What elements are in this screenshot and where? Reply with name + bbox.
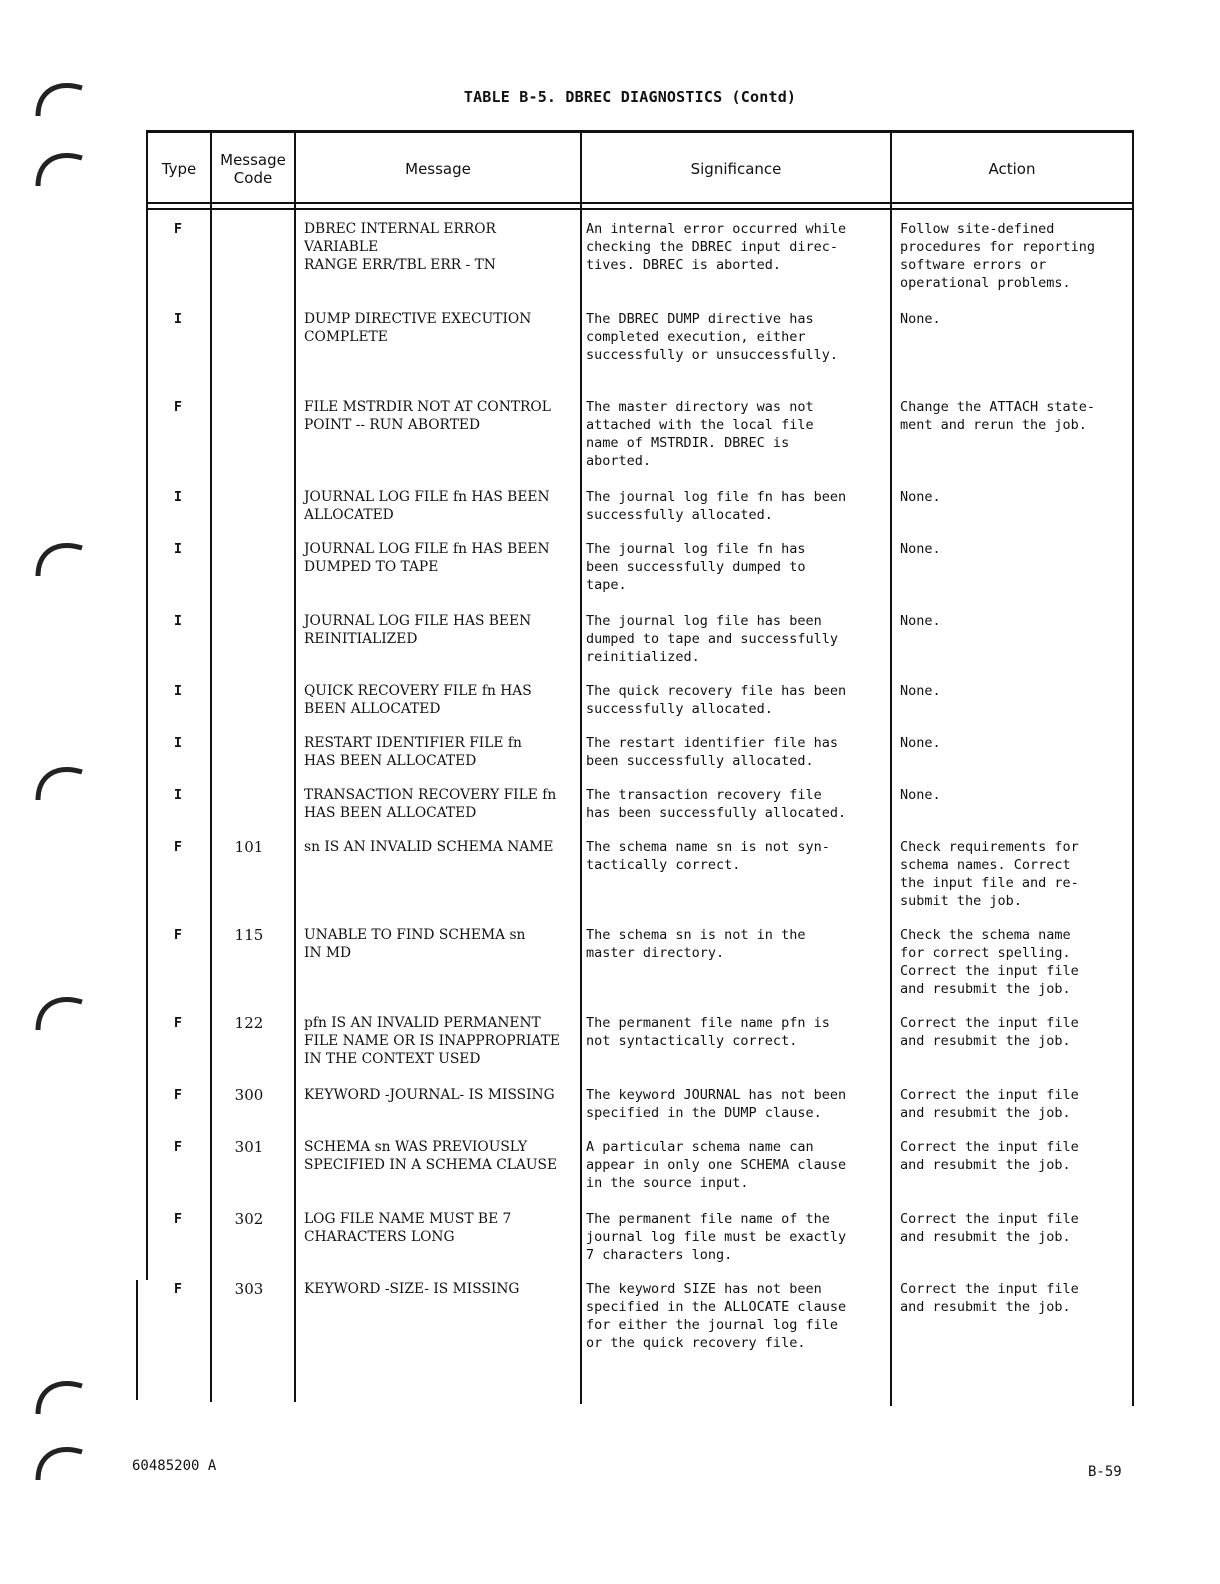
cell-type: I [173,683,183,699]
page-number: B-59 [1088,1464,1122,1480]
cell-message-code: 301 [234,1138,264,1156]
cell-type: F [173,1211,183,1227]
cell-message: KEYWORD -JOURNAL- IS MISSING [304,1087,555,1103]
cell-significance: The journal log file fn has been successfully dumped to tape. [586,541,806,593]
cell-message: JOURNAL LOG FILE fn HAS BEEN ALLOCATED [304,489,550,523]
cell-type: I [173,541,183,557]
cell-type: F [173,927,183,943]
cell-message: KEYWORD -SIZE- IS MISSING [304,1281,520,1297]
binder-hole-icon [34,146,86,190]
cell-significance: The permanent file name of the journal log file must be exactly 7 characters long. [586,1211,847,1263]
cell-action: Correct the input file and resubmit the job. [900,1087,1079,1121]
cell-action: Follow site-defined procedures for reporting software errors or operational problems. [900,221,1096,291]
cell-significance: The quick recovery file has been successfully allocated. [586,683,847,717]
cell-action: Correct the input file and resubmit the job. [900,1281,1079,1315]
cell-message: UNABLE TO FIND SCHEMA sn IN MD [304,927,526,961]
cell-message: DUMP DIRECTIVE EXECUTION COMPLETE [304,311,532,345]
header-action: Action [988,160,1036,178]
cell-type: F [173,1087,183,1103]
cell-type: F [173,1281,183,1297]
cell-significance: The journal log file fn has been successfully allocated. [586,489,847,523]
cell-type: F [173,1139,183,1155]
cell-message: QUICK RECOVERY FILE fn HAS BEEN ALLOCATED [304,683,532,717]
table-right-border [1132,130,1134,1406]
cell-action: None. [900,311,941,327]
cell-type: F [173,399,183,415]
cell-significance: The master directory was not attached with the local file name of MSTRDIR. DBREC is aborted. [586,399,814,469]
table-left-border [136,1280,138,1400]
binder-hole-icon [34,760,86,804]
cell-message: FILE MSTRDIR NOT AT CONTROL POINT -- RUN ABORTED [304,399,551,433]
cell-message-code: 101 [234,838,264,856]
cell-message-code: 115 [234,926,264,944]
cell-significance: The schema name sn is not syn- tactically correct. [586,839,830,873]
header-type: Type [161,160,197,178]
cell-action: Correct the input file and resubmit the job. [900,1015,1079,1049]
column-divider [580,130,582,1404]
column-divider [210,130,212,1402]
cell-message-code: 300 [234,1086,264,1104]
header-message-code: Message Code [220,151,286,187]
cell-action: None. [900,489,941,505]
cell-significance: The permanent file name pfn is not syntactically correct. [586,1015,830,1049]
cell-message: sn IS AN INVALID SCHEMA NAME [304,839,554,855]
header-significance: Significance [690,160,782,178]
binder-hole-icon [34,536,86,580]
cell-message-code: 303 [234,1280,264,1298]
cell-type: I [173,735,183,751]
cell-action: None. [900,735,941,751]
cell-action: None. [900,613,941,629]
cell-type: I [173,613,183,629]
cell-message: JOURNAL LOG FILE HAS BEEN REINITIALIZED [304,613,532,647]
cell-significance: The transaction recovery file has been successfully allocated. [586,787,847,821]
cell-action: Check requirements for schema names. Correct the input file and re- submit the job. [900,839,1079,909]
cell-action: None. [900,787,941,803]
cell-message: TRANSACTION RECOVERY FILE fn HAS BEEN ALLOCATED [304,787,557,821]
cell-significance: The keyword SIZE has not been specified in the ALLOCATE clause for either the journal log file or the quick recovery file. [586,1281,847,1351]
cell-type: F [173,1015,183,1031]
cell-significance: The schema sn is not in the master directory. [586,927,806,961]
cell-message: LOG FILE NAME MUST BE 7 CHARACTERS LONG [304,1211,512,1245]
cell-action: Change the ATTACH state- ment and rerun the job. [900,399,1096,433]
binder-hole-icon [34,1440,86,1484]
table-title: TABLE B-5. DBREC DIAGNOSTICS (Contd) [463,88,797,106]
column-divider [890,130,892,1406]
cell-action: None. [900,683,941,699]
cell-message-code: 302 [234,1210,264,1228]
cell-significance: The restart identifier file has been successfully allocated. [586,735,838,769]
binder-hole-icon [34,1374,86,1418]
cell-action: Correct the input file and resubmit the job. [900,1139,1079,1173]
cell-message-code: 122 [234,1014,264,1032]
cell-message: SCHEMA sn WAS PREVIOUSLY SPECIFIED IN A SCHEMA CLAUSE [304,1139,558,1173]
cell-significance: The keyword JOURNAL has not been specified in the DUMP clause. [586,1087,847,1121]
column-divider [294,130,296,1402]
cell-significance: The journal log file has been dumped to tape and successfully reinitialized. [586,613,838,665]
cell-message: DBREC INTERNAL ERROR VARIABLE RANGE ERR/TBL ERR - TN [304,221,496,273]
diagnostics-table [138,130,1134,1406]
cell-message: JOURNAL LOG FILE fn HAS BEEN DUMPED TO TAPE [304,541,550,575]
cell-type: F [173,221,183,237]
cell-action: Check the schema name for correct spelling. Correct the input file and resubmit the job. [900,927,1079,997]
cell-significance: The DBREC DUMP directive has completed execution, either successfully or unsuccessfully. [586,311,838,363]
cell-significance: A particular schema name can appear in only one SCHEMA clause in the source input. [586,1139,847,1191]
cell-type: F [173,839,183,855]
cell-action: None. [900,541,941,557]
cell-significance: An internal error occurred while checking the DBREC input direc- tives. DBREC is aborted. [586,221,847,273]
cell-action: Correct the input file and resubmit the job. [900,1211,1079,1245]
document-number: 60485200 A [132,1458,217,1474]
cell-message: RESTART IDENTIFIER FILE fn HAS BEEN ALLOCATED [304,735,522,769]
cell-message: pfn IS AN INVALID PERMANENT FILE NAME OR IS INAPPROPRIATE IN THE CONTEXT USED [304,1015,560,1067]
cell-type: I [173,787,183,803]
cell-type: I [173,489,183,505]
binder-hole-icon [34,990,86,1034]
cell-type: I [173,311,183,327]
header-message: Message [405,160,471,178]
table-left-border [146,130,148,1280]
